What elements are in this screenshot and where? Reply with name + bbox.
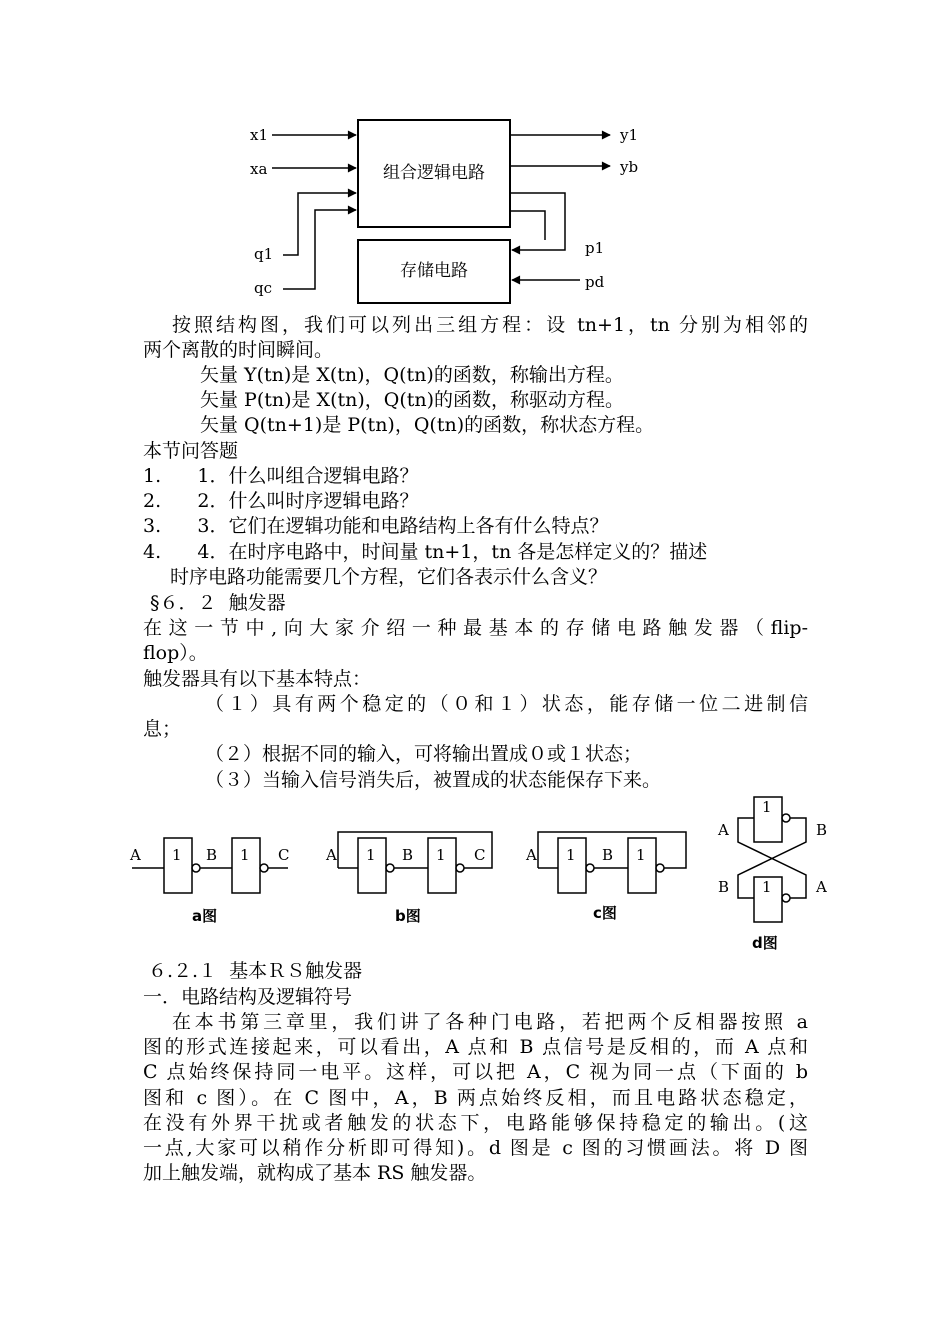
block-diagram — [230, 110, 660, 310]
label-xa: xa — [250, 160, 268, 178]
feature-1: （１）具有两个稳定的（０和１）状态，能存储一位二进制信 — [205, 693, 808, 715]
a-gate-2-label: 1 — [240, 846, 250, 864]
section-intro-line2: flop）。 — [143, 642, 208, 664]
d-node-A-bottom: A — [816, 878, 827, 896]
label-q1: q1 — [254, 245, 274, 263]
c-gate-1-label: 1 — [566, 846, 576, 864]
d-gate-2-label: 1 — [762, 878, 772, 896]
b-gate-2-label: 1 — [436, 846, 446, 864]
inverter-diagrams — [120, 790, 840, 960]
feedback-q1-line — [283, 193, 356, 255]
b-node-B: B — [402, 846, 414, 864]
drive-equation: 矢量 P(tn)是 X(tn)，Q(tn)的函数，称驱动方程。 — [200, 389, 625, 411]
d-node-A-top: A — [718, 821, 729, 839]
c-node-B: B — [602, 846, 614, 864]
body-line-6: 一点,大家可以稍作分析即可得知)。d 图是 c 图的习惯画法。将 D 图 — [143, 1137, 808, 1159]
label-x1: x1 — [250, 126, 269, 144]
a-node-C: C — [278, 846, 290, 864]
body-line-1: 在本书第三章里，我们讲了各种门电路，若把两个反相器按照 a — [172, 1011, 808, 1033]
para1-line2: 两个离散的时间瞬间。 — [143, 339, 334, 361]
d-cross-wire-2 — [738, 818, 806, 898]
b-node-A: A — [326, 846, 337, 864]
feature-2: （２）根据不同的输入，可将输出置成０或１状态； — [205, 743, 643, 765]
output-equation: 矢量 Y(tn)是 X(tn)，Q(tn)的函数，称输出方程。 — [200, 364, 624, 386]
state-equation: 矢量 Q(tn+1)是 P(tn)，Q(tn)的函数，称状态方程。 — [200, 414, 655, 436]
label-p1: p1 — [585, 239, 605, 257]
b-gate-1-label: 1 — [366, 846, 376, 864]
b-node-C: C — [474, 846, 486, 864]
subsection-title: ６.２.１ 基本ＲＳ触发器 — [148, 960, 363, 982]
a-gate-1-label: 1 — [172, 846, 182, 864]
section-intro-line1: 在这一节中,向大家介绍一种最基本的存储电路触发器（flip- — [143, 617, 808, 639]
question-4-cont: 时序电路功能需要几个方程，它们各表示什么含义？ — [170, 566, 608, 588]
question-2: 2. 2．什么叫时序逻辑电路？ — [143, 490, 419, 512]
body-line-7: 加上触发端，就构成了基本 RS 触发器。 — [143, 1162, 487, 1184]
caption-d: d图 — [752, 934, 778, 952]
label-y1: y1 — [620, 126, 639, 144]
question-1: 1. 1．什么叫组合逻辑电路？ — [143, 465, 419, 487]
d-node-B-top: B — [816, 821, 828, 839]
features-heading: 触发器具有以下基本特点： — [143, 668, 372, 690]
feature-3: （３）当输入信号消失后，被置成的状态能保存下来。 — [205, 769, 662, 791]
drive-p1-line — [510, 193, 565, 250]
feature-1-cont: 息； — [143, 718, 182, 740]
combinational-logic-label: 组合逻辑电路 — [383, 163, 485, 183]
section-title: §６．２ 触发器 — [150, 592, 286, 614]
memory-circuit-label: 存储电路 — [400, 261, 468, 281]
d-gate-1-label: 1 — [762, 798, 772, 816]
label-yb: yb — [620, 158, 639, 176]
feedback-qc-line — [283, 210, 356, 289]
body-line-4: 图和 c 图）。在 C 图中，A，B 两点始终反相，而且电路状态稳定， — [143, 1087, 808, 1109]
label-pd: pd — [585, 273, 605, 291]
part-heading: 一．电路结构及逻辑符号 — [143, 986, 353, 1008]
para1-line1: 按照结构图，我们可以列出三组方程：设 tn+1，tn 分别为相邻的 — [172, 314, 808, 336]
question-3: 3. 3．它们在逻辑功能和电路结构上各有什么特点？ — [143, 515, 609, 537]
drive-pd-line — [510, 211, 545, 240]
c-gate-2-label: 1 — [636, 846, 646, 864]
a-node-A: A — [130, 846, 141, 864]
question-4: 4. 4．在时序电路中，时间量 tn+1，tn 各是怎样定义的？描述 — [143, 541, 708, 563]
c-node-A: A — [526, 846, 537, 864]
caption-a: a图 — [192, 907, 218, 925]
caption-c: c图 — [593, 904, 617, 922]
caption-b: b图 — [395, 907, 421, 925]
body-line-3: C 点始终保持同一电平。这样，可以把 A，C 视为同一点（下面的 b — [143, 1061, 808, 1083]
d-node-B-bottom: B — [718, 878, 730, 896]
questions-heading: 本节问答题 — [143, 440, 239, 462]
a-node-B: B — [206, 846, 218, 864]
body-line-5: 在没有外界干扰或者触发的状态下，电路能够保持稳定的输出。(这 — [143, 1112, 808, 1134]
label-qc: qc — [254, 279, 273, 297]
body-line-2: 图的形式连接起来，可以看出，A 点和 B 点信号是反相的，而 A 点和 — [143, 1036, 808, 1058]
